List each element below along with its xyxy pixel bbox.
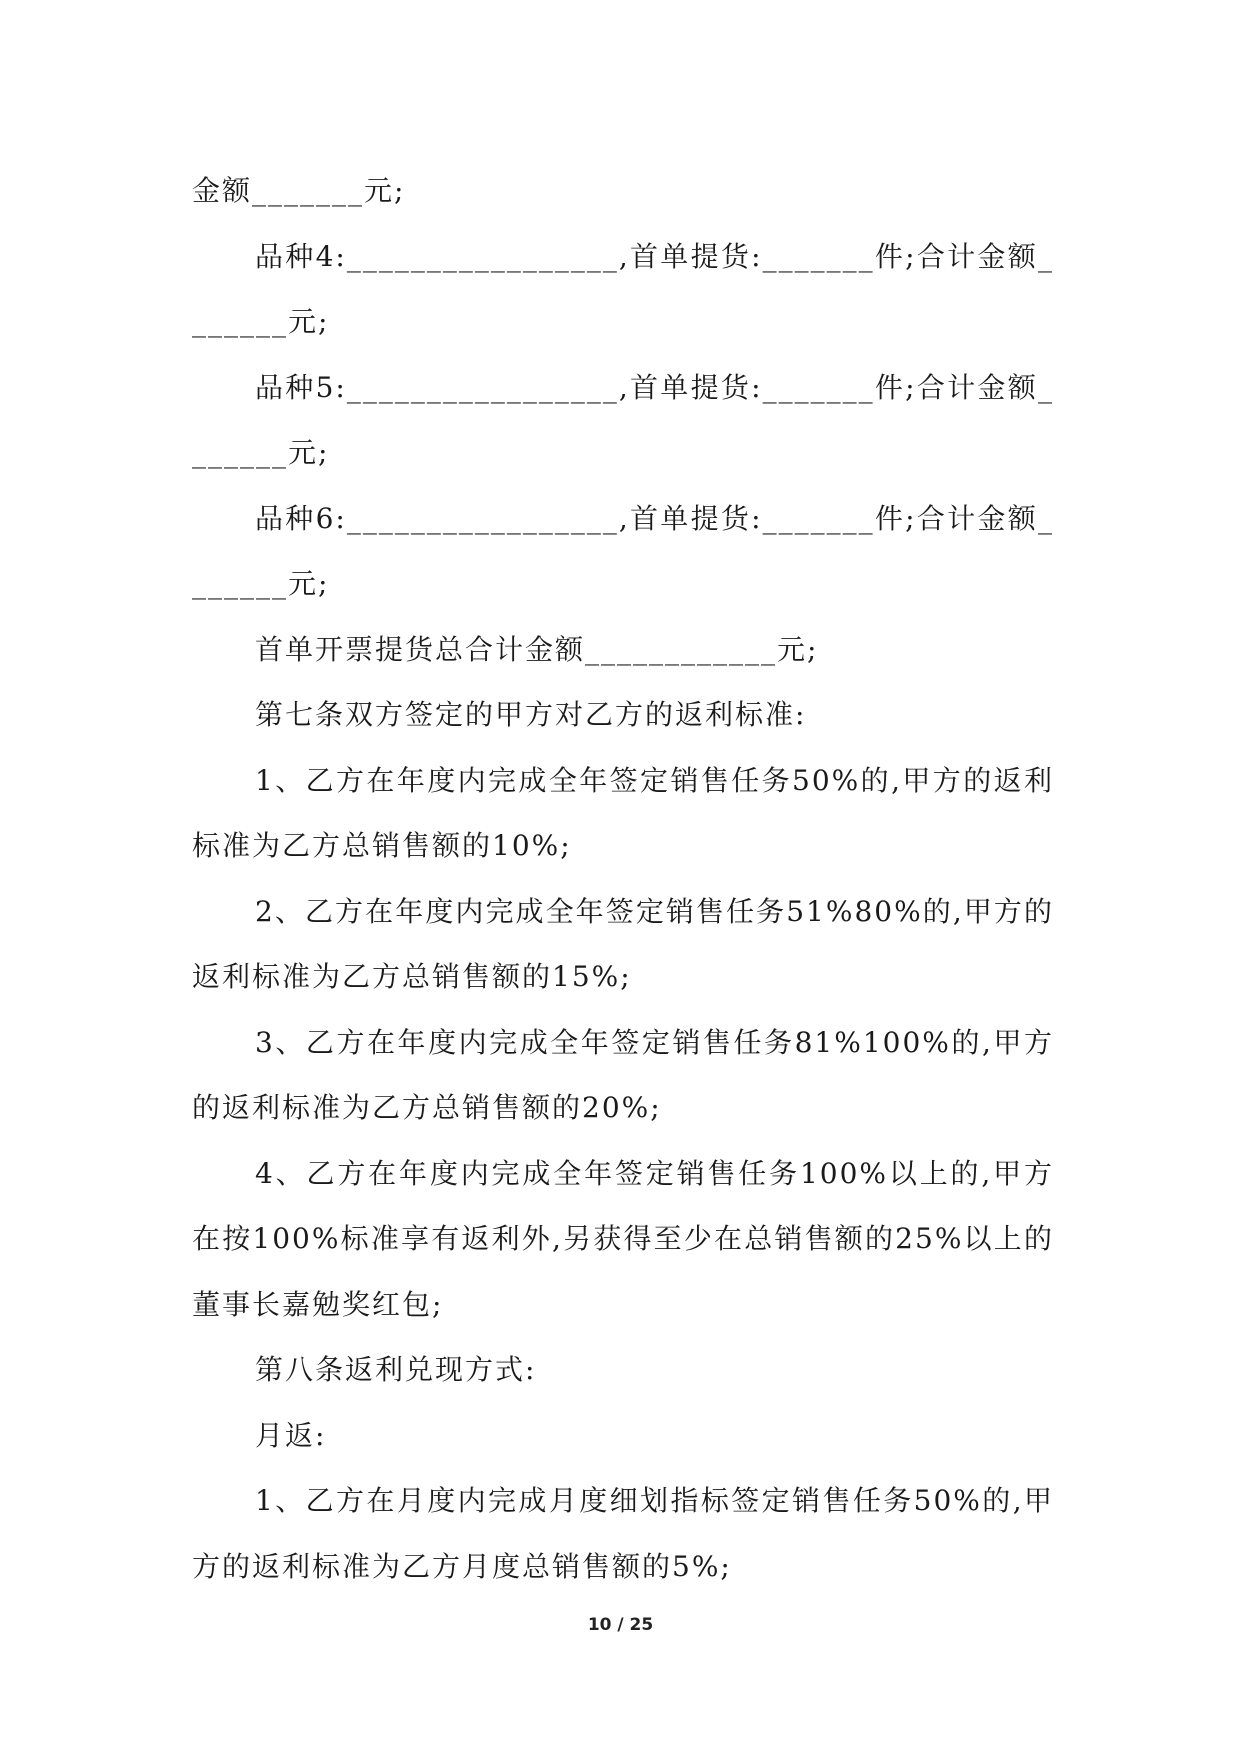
paragraph-rebate-2: 2、乙方在年度内完成全年签定销售任务51%80%的,甲方的返利标准为乙方总销售额的15%; xyxy=(192,894,1054,993)
paragraph-monthly-heading: 月返: xyxy=(255,1418,327,1452)
paragraph-rebate-3: 3、乙方在年度内完成全年签定销售任务81%100%的,甲方的返利标准为乙方总销售额的20%; xyxy=(192,1025,1054,1124)
paragraph-rebate-4: 4、乙方在年度内完成全年签定销售任务100%以上的,甲方在按100%标准享有返利外,另获得至少在总销售额的25%以上的董事长嘉勉奖红包; xyxy=(192,1156,1054,1321)
paragraph-rebate-1: 1、乙方在年度内完成全年签定销售任务50%的,甲方的返利标准为乙方总销售额的10%; xyxy=(192,763,1054,862)
document-body xyxy=(192,158,1054,1599)
paragraph-monthly-rebate-1: 1、乙方在月度内完成月度细划指标签定销售任务50%的,甲方的返利标准为乙方月度总销售额的5%; xyxy=(192,1484,1054,1583)
paragraph-article-8-heading: 第八条返利兑现方式: xyxy=(255,1353,537,1386)
paragraph-amount-continuation: 金额_______元; xyxy=(192,174,406,207)
paragraph-variety-4: 品种4:_________________,首单提货:_______件;合计金额_______元; xyxy=(192,239,1054,338)
paragraph-variety-6: 品种6:_________________,首单提货:_______件;合计金额_______元; xyxy=(192,501,1054,600)
paragraph-article-7-heading: 第七条双方签定的甲方对乙方的返利标准: xyxy=(255,698,807,731)
paragraph-first-order-total: 首单开票提货总合计金额____________元; xyxy=(255,632,819,666)
paragraph-variety-5: 品种5:_________________,首单提货:_______件;合计金额_______元; xyxy=(192,370,1054,469)
page-number: 10 / 25 xyxy=(587,1615,654,1635)
